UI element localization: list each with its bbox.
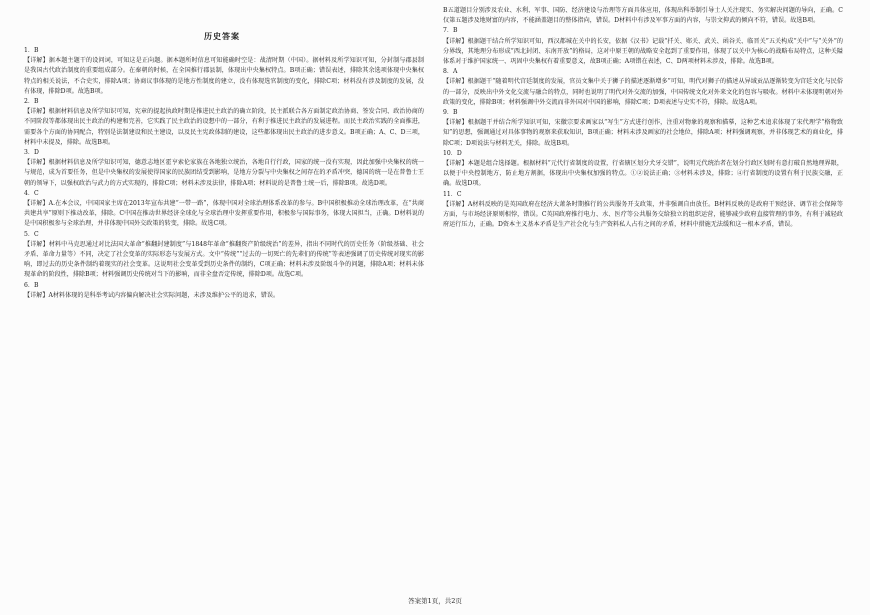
answer-number: 5．C — [24, 230, 39, 238]
answer-text: 【详解】根据题干“随着明代宫廷制度的发展，官员文集中关于狮子的描述逐渐增多”可知，明代对狮子的描述从异域贡品逐渐转变为宫廷文化与民俗的一部分，反映出中外文化交流与融合的特点，同时也说明了明代对外交流的加强，中国传统文化对外来文化的包容与吸收。材料中未体现明朝对外政策的变化，排除B项；材料强调中外交流而非外国对中国的影响，排除C项；D项表述与史实不符，排除。故选A项。 — [443, 78, 843, 106]
answer-item — [24, 46, 424, 97]
answer-item — [443, 190, 843, 231]
answer-text: 【详解】材料中马克思通过对比法国大革命“推翻封建制度”与1848年革命“推翻资产阶级统治”的差异，指出不同时代的历史任务（阶级基础、社会矛盾、革命力量等）不同，决定了社会变革的实际形态与发展方式。文中“传统”“过去的一切死亡的先辈们的传统”等表述强调了历史传统对现实的影响，即过去的历史条件制约着现实的社会变革。这说明社会变革受到历史条件的制约，C项正确；材料未涉及阶级斗争的问题，排除A项；材料未体现革命的阶段性，排除B项；材料强调历史传统对当下的影响，而非全盘否定传统，排除D项。故选C项。 — [24, 240, 424, 279]
answer-text: 【详解】根据题干结合所学知识可知，西汉都城在关中的长安，依据《汉书》记载“扦关、郧关、武关、函谷关、临晋关”五关构成“关中”与“关外”的分界线，其地理分布形成“西北封闭、东南开放”的格局，这对中原王朝的战略安全起到了重要作用，体现了以关中为核心的战略布局特点，这种关隘体系对于维护国家统一、巩固中央集权有着重要意义，故B项正确；A项错在表述，C、D两项材料未涉及，排除。故选B项。 — [443, 37, 843, 66]
answer-item — [443, 67, 843, 108]
right-column — [443, 6, 843, 230]
answer-item — [24, 97, 424, 148]
answer-text: B五道题目分别涉及农业、水利、军事、国防、经济建设与治理等方面具体应用，体现出科举制引导士人关注现实、务实解决问题的导向，正确。C仅第五题涉及地财富的内容，不能涵盖题目的整体指向，错误。D材料中有涉及军事方面的内容，与崇文抑武的倾向不符，错误。故选B项。 — [443, 7, 843, 25]
answer-item — [443, 6, 843, 26]
answer-number: 9．B — [443, 109, 458, 117]
answer-item — [24, 189, 424, 230]
answer-number: 10．D — [443, 149, 462, 157]
answer-number: 1．B — [24, 47, 39, 54]
answer-item — [24, 230, 424, 281]
answer-item — [443, 108, 843, 149]
answer-number: 7．B — [443, 27, 458, 35]
answer-text: 【详解】A.在本会议，中国国家主席在2013年宣布共建“一带一路”，体现中国对全球治理体系改革的参与。B中国积极推动全球治理改革，在“共商共建共享”原则下推动改革，排除。C中国在推动世界经济全球化与全球治理中发挥重要作用，积极参与国际事务，体现大国担当，正确。D材料说的是中国积极参与全球治理，并非体现中国外交政策的转变，排除。故选C项。 — [24, 200, 424, 228]
answer-item — [443, 26, 843, 67]
page-title: 历史答案 — [204, 31, 240, 41]
answer-number: 11．C — [443, 190, 462, 198]
answer-number: 3．D — [24, 149, 39, 157]
answer-item — [24, 148, 424, 189]
answer-text: 【详解】根据材料信息及所学知识可知，德意志地区霍亨索伦家族在各地独立统治，各地自行行政，国家的统一没有实现，因此加强中央集权的统一与规范，成为首要任务，但是中央集权的发展使得国家的民族团结受到影响，是地方分裂与中央集权之间存在的矛盾冲突，德国的统一是在普鲁士王朝的领导下，以强权政治与武力的方式实现的，排除C项；材料未涉及法律，排除A项；材料说的是普鲁士统一后，排除B项。故选D项。 — [24, 159, 424, 187]
answer-text: 【详解】根据材料信息及所学知识可知，宪章的提起执政时期是推进民主政治的确立阶段，民主派联合各方面制定政治协商、签发合同、政治协商的不同阶段等都体现出民主政治的构建和完善，它实践了民主政治的设想中的一部分，有利于推进民主政治的发展进程。而民主政治实践的全面推进，需要各个方面的协同配合，特别是法制建设和民主建设，以及民主宪政体制的建设，这些都体现出民主政治的进步意义。B项正确；A、C、D三项，材料中未提及，排除。故选B项。 — [24, 108, 424, 146]
answer-text: 【详解】A材料反映的是英国政府在经济大萧条时期推行的公共服务开支政策，并非强调自由放任。B材料反映的是政府干预经济、调节社会保障等方面，与市场经济原则相悖，错误。C英国政府推行电力、水、医疗等公共服务交给独立的组织运营，能够减少政府直接管理的事务，有利于减轻政府运行压力，正确。D资本主义基本矛盾是生产社会化与生产资料私人占有之间的矛盾，材料中措施无法缓和这一根本矛盾，错误。 — [443, 200, 843, 229]
answer-item — [24, 281, 424, 301]
page-footer: 答案第1页，共2页 — [408, 597, 462, 605]
left-column — [24, 46, 424, 301]
answer-text: 【详解】A材料体现的是科举考试内容偏向解决社会实际问题，未涉及维护公平的追求，错误。 — [24, 291, 280, 299]
answer-number: 2．B — [24, 98, 39, 106]
answer-text: 【详解】本题是组合选择题。根据材料“元代行省制度的设置，行省辖区划分犬牙交错”，说明元代统治者在划分行政区划时有意打破自然地理界限，以便于中央控制地方，防止地方割据，体现出中央集权加强的特点。①②说法正确；③材料未涉及，排除；④行省制度的设置有利于民族交融，正确。故选D项。 — [443, 160, 843, 188]
answer-number: 8．A — [443, 68, 458, 76]
answer-number: 4．C — [24, 189, 39, 197]
answer-text: 【详解】根据题干并结合所学知识可知，宋徽宗要求画家以“写生”方式进行创作，注重对物象的观察和描摹，这种艺术追求体现了宋代理学“格物致知”的思想，强调通过对具体事物的观察来获取知识，B项正确；材料未涉及画家的社会地位，排除A项；材料强调观察，并非体现艺术的商业化，排除C项；D项说法与材料无关，排除。故选B项。 — [443, 119, 843, 147]
answer-number: 6．B — [24, 281, 39, 289]
answer-text: 【详解】据本题主题干的设问词，可知这是正向题。据本题所时信息可知能确时空是：战清时期（中国）。据材料及所学知识可知，分封制与郡县制是我国古代政治制度的重要组成部分。在秦朝的时候，在全国推行郡县制，体现出中央集权特点。B项正确；错误表述，排除其余选项体现中央集权特点的相关说法，不合史实，排除A项；协商议事体现的是地方性制度的建立，没有体现选官制度的变化，排除C项；材料没有涉及制度的发展，没有体现，排除D项。故选B项。 — [24, 57, 424, 95]
answer-item — [443, 149, 843, 190]
